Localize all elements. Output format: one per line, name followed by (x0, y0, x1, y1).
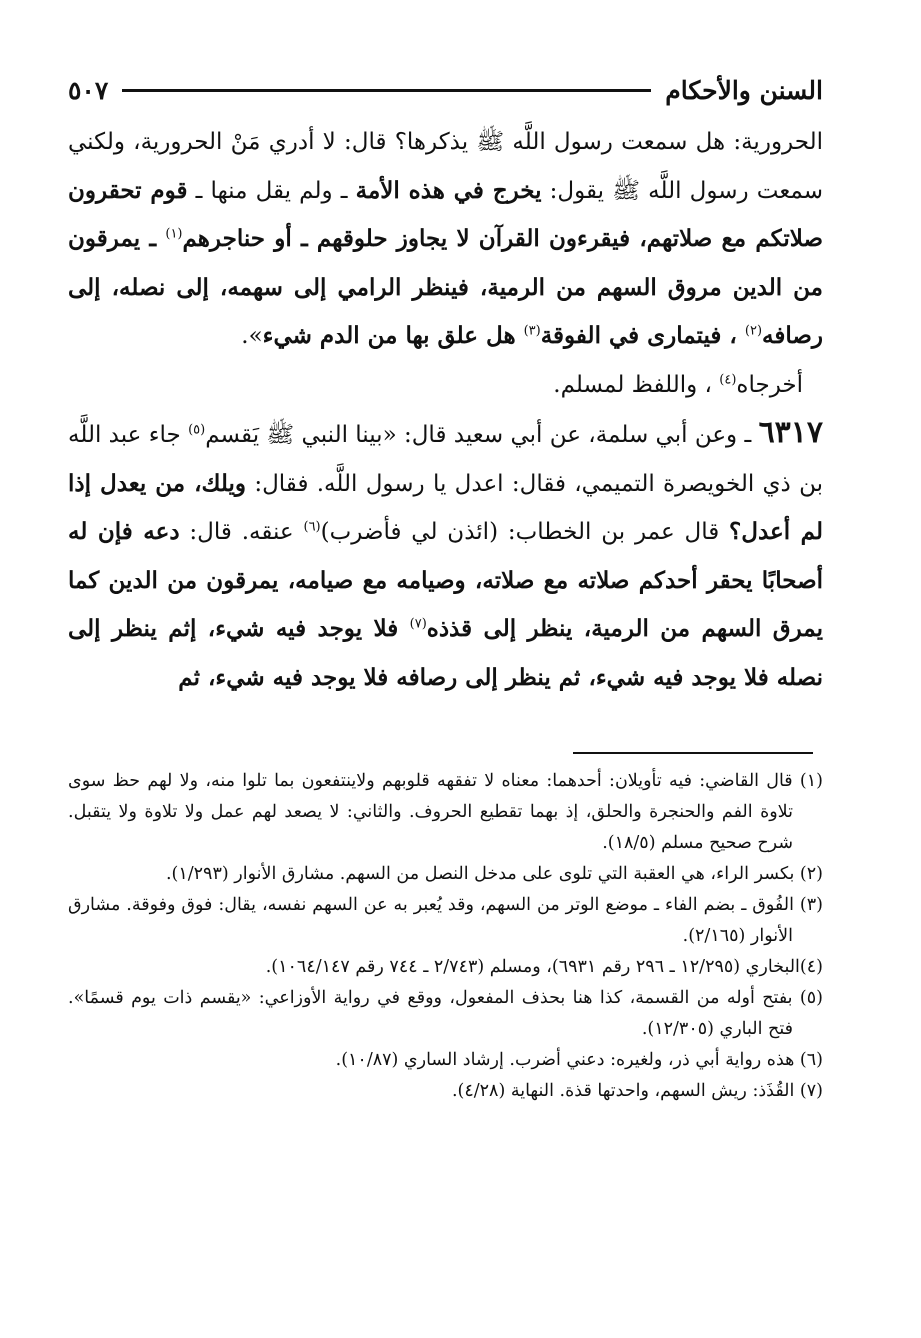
prophet-speech: ـ يمرقون من الدين مروق السهم من الرمية، فينظر الرامي إلى سهمه، إلى نصله، إلى رصافه (68, 225, 823, 349)
hadith-number: ٦٣١٧ (758, 415, 824, 450)
footnote-1: (١) قال القاضي: فيه تأويلان: أحدهما: معناه لا تفقهه قلوبهم ولاينتفعون بما تلوا منه، ولا لهم حظ سوى تلاوة الفم والحنجرة والحلق، إذ بهما تقطيع الحروف. والثاني: لا يصعد لهم عمل ولا تلاوة ولا يتقبل. شرح صحيح مسلم (١٨/٥). (68, 771, 823, 853)
text-run: الحرورية: هل سمعت رسول اللَّه ﷺ يذكرها؟ قال: لا أدري مَنْ الحرورية، ولكني سمعت رسول اللَّه ﷺ يقول: (68, 129, 823, 204)
prophet-speech: هل علق بها من الدم شيء (262, 322, 524, 349)
text-run: ـ ولم يقل منها ـ (187, 177, 356, 204)
paragraph-source (68, 361, 823, 410)
footnotes (68, 766, 823, 1107)
text-run: أخرجاه (736, 371, 803, 398)
text-run: عنقه. قال: (179, 519, 304, 545)
prophet-speech: يخرج في هذه الأمة (355, 176, 542, 204)
text-run: قال عمر بن الخطاب: (ائذن لي فأضرب) (320, 519, 730, 545)
footnote-ref-2[interactable]: (٢) (744, 323, 763, 339)
text-run: ». (241, 323, 263, 349)
footnote-5: (٥) بفتح أوله من القسمة، كذا هنا بحذف المفعول، ووقع في رواية الأوزاعي: «يقسم ذات يوم قسمًا». فتح الباري (١٢/٣٠٥). (68, 988, 823, 1039)
footnote-3: (٣) الفُوق ـ بضم الفاء ـ موضع الوتر من السهم، وقد يُعبر به عن السهم نفسه، يقال: فوق وفوقة. مشارق الأنوار (٢/١٦٥). (68, 895, 823, 946)
footnote-ref-6[interactable]: (٦) (303, 519, 321, 535)
prophet-speech: فلا يوجد فيه شيء، إثم ينظر إلى نصله فلا يوجد فيه شيء، ثم ينظر إلى رصافه فلا يوجد فيه شيء، ثم (68, 615, 823, 691)
page-number: ٥٠٧ (68, 75, 109, 105)
footnote-ref-5[interactable]: (٥) (188, 422, 206, 438)
header-rule (122, 89, 651, 92)
prophet-speech: قوم تحقرون صلاتكم مع صلاتهم، فيقرءون القرآن لا يجاوز حلوقهم ـ أو حناجرهم (68, 176, 823, 252)
footnote-ref-7[interactable]: (٧) (409, 616, 427, 632)
prophet-speech: دعه فإن له أصحابًا يحقر أحدكم صلاته مع صلاته، وصيامه مع صيامه، يمرقون من الدين كما يمرق السهم من الرمية، ينظر إلى قذذه (68, 518, 823, 642)
paragraph-hadith-6317 (68, 409, 823, 702)
prophet-speech: ، فيتمارى في الفوقة (540, 322, 745, 349)
page-header (68, 70, 823, 110)
footnote-4: (٤)البخاري (١٢/٢٩٥ ـ ٢٩٦ رقم ٦٩٣١)، ومسلم (٢/٧٤٣ ـ ٧٤٤ رقم ١٠٦٤/١٤٧). (265, 957, 823, 977)
footnote-separator (573, 752, 813, 754)
footnote-7: (٧) القُذَذ: ريش السهم، واحدتها قذة. النهاية (٤/٢٨). (451, 1081, 823, 1101)
text-run: جاء عبد اللَّه بن ذي الخويصرة التميمي، فقال: اعدل يا رسول اللَّه. فقال: (68, 422, 823, 497)
footnote-ref-1[interactable]: (١) (165, 226, 183, 242)
paragraph-hadith-continuation (68, 118, 823, 361)
main-text (68, 118, 823, 702)
footnote-6: (٦) هذه رواية أبي ذر، ولغيره: دعني أضرب. إرشاد الساري (١٠/٨٧). (335, 1050, 823, 1070)
text-run: ، واللفظ لمسلم. (553, 371, 720, 398)
prophet-speech: ويلك، من يعدل إذا لم أعدل؟ (68, 469, 823, 545)
text-run: ـ وعن أبي سلمة، عن أبي سعيد قال: «بينا النبي ﷺ يَقسم (205, 422, 759, 448)
footnote-2: (٢) بكسر الراء، هي العقبة التي تلوى على مدخل النصل من السهم. مشارق الأنوار (١/٢٩٣). (165, 864, 823, 884)
footnote-ref-3[interactable]: (٣) (523, 323, 541, 339)
footnote-ref-4[interactable]: (٤) (719, 371, 737, 387)
running-title: السنن والأحكام (665, 75, 823, 105)
